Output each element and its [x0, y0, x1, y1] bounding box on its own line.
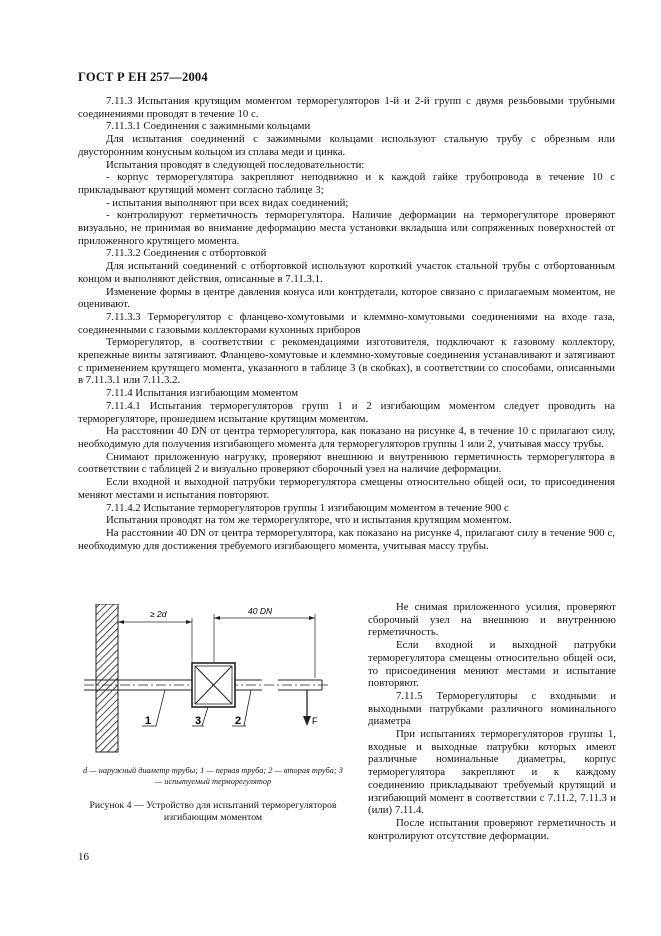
dimension-2d — [118, 618, 192, 674]
main-text — [78, 95, 615, 552]
paragraph: 7.11.3.2 Соединения с отбортовкой — [106, 247, 267, 260]
paragraph: 7.11.3.1 Соединения с зажимными кольцами — [106, 120, 311, 133]
paragraph: Для испытания соединений с зажимными кольцами используют стальную трубу с обрезным или двусторонним конусным кольцом из сплава меди и цинка. — [78, 133, 615, 158]
paragraph: Снимают приложенную нагрузку, проверяют внешнюю и внутреннюю герметичность терморегулятора в соответствии с таблицей 2 и визуально проверяют сборочный узел на наличие деформации. — [78, 450, 615, 476]
fixed-wall — [96, 604, 118, 752]
paragraph: После испытания проверяют герметичность и контролируют отсутствие деформации. — [368, 816, 616, 842]
part-label-second-pipe: 2 — [235, 715, 242, 727]
force-label: F — [312, 716, 318, 726]
paragraph: - испытания выполняют при всех видах соединений; — [106, 196, 349, 209]
paragraph: Если входной и выходной патрубки терморегулятора смещены относительно общей оси, то присоединения меняют местами и испытание повторяют. — [368, 639, 616, 690]
right-column-text — [368, 601, 616, 842]
force-arrow — [303, 690, 311, 726]
part-label-thermostat: 3 — [195, 715, 202, 727]
figure-4-diagram — [78, 604, 348, 754]
paragraph: При испытаниях терморегуляторов группы 1, входные и выходные патрубки которых имеют различные номинальные диаметры, корпус терморегулятора закрепляют и к каждому соединению прикладывают требуемый крутящий и изгибающий момент в соответствии с 7.11.2, 7.11.3 и (или) 7.11.4. — [368, 728, 616, 817]
paragraph: 7.11.5 Терморегуляторы с входными и выходными патрубками различного номинального диаметра — [368, 689, 616, 728]
figure-legend: d — наружный диаметр трубы; 1 — первая труба; 2 — вторая труба; 3 — испытуемый терморегулятор — [83, 766, 343, 786]
document-header: ГОСТ Р ЕН 257—2004 — [78, 70, 208, 84]
paragraph: Испытания проводят на том же терморегуляторе, что и испытания крутящим моментом. — [106, 514, 512, 527]
paragraph: 7.11.4 Испытания изгибающим моментом — [106, 387, 299, 400]
paragraph: 7.11.3 Испытания крутящим моментом терморегуляторов 1-й и 2-й групп с двумя резьбовыми трубными соединениями проводят в течение 10 с. — [78, 95, 615, 120]
paragraph: 7.11.4.1 Испытания терморегуляторов групп 1 и 2 изгибающим моментом следует проводить на терморегуляторе, прошедшем испытание крутящим моментом. — [78, 399, 615, 425]
paragraph: Изменение формы в центре давления конуса или контрдетали, которое связано с прилагаемым моментом, не оценивают. — [78, 285, 615, 311]
paragraph: Испытания проводят в следующей последовательности: — [106, 158, 365, 171]
second-pipe — [228, 680, 328, 690]
figure-caption: Рисунок 4 — Устройство для испытаний терморегуляторов изгибающим моментом — [89, 800, 337, 823]
dimension-label-40dn: 40 DN — [248, 606, 273, 616]
paragraph: Терморегулятор, в соответствии с рекомендациями изготовителя, подключают к газовому коллектору, крепежные винты затягивают. Фланцево-хомутовые и клеммно-хомутовые соединения устанавливают и затягивают с применением крутящего момента, указанного в таблице 3 (в скобках), в соответствии со способами, описанными в 7.11.3.1 или 7.11.3.2. — [78, 336, 615, 387]
paragraph: 7.11.4.2 Испытание терморегуляторов группы 1 изгибающим моментом в течение 900 с — [106, 501, 509, 514]
paragraph: На расстоянии 40 DN от центра терморегулятора, как показано на рисунке 4, прилагают силу в течение 900 с, необходимую для достижения требуемого изгибающего момента, учитывая массу трубы. — [78, 526, 615, 552]
part-label-first-pipe: 1 — [145, 715, 152, 727]
paragraph: 7.11.3.3 Терморегулятор с фланцево-хомутовыми и клеммно-хомутовыми соединениями на входе газа, соединенными с газовыми коллекторами кухонных приборов — [78, 310, 615, 336]
page-number: 16 — [78, 851, 89, 863]
paragraph: Если входной и выходной патрубки терморегулятора смещены относительно общей оси, то присоединения меняют местами и испытания повторяют. — [78, 476, 615, 501]
paragraph: На расстоянии 40 DN от центра терморегулятора, как показано на рисунке 4, в течение 10 с прилагают силу, необходимую для получения изгибающего момента для терморегуляторов группы 1 или 2, учитывая массу трубы. — [78, 425, 615, 450]
paragraph: - контролируют герметичность терморегулятора. Наличие деформации на терморегуляторе проверяют визуально, не принимая во внимание деформацию места установки вкладыша или сопряженных поверхностей от приложенного крутящего момента. — [78, 209, 615, 247]
paragraph: Не снимая приложенного усилия, проверяют сборочный узел на внешнюю и внутреннюю герметичность. — [368, 601, 616, 639]
paragraph: - корпус терморегулятора закрепляют неподвижно и к каждой гайке трубопровода в течение 10 с прикладывают крутящий момент согласно таблице 3; — [78, 171, 615, 196]
thermostat-body — [192, 663, 235, 707]
dimension-label-2d: ≥ 2d — [150, 609, 167, 619]
paragraph: Для испытаний соединений с отбортовкой используют короткий участок стальной трубы с отбортованным концом и выполняют действия, описанные в 7.11.3.1. — [78, 260, 615, 285]
